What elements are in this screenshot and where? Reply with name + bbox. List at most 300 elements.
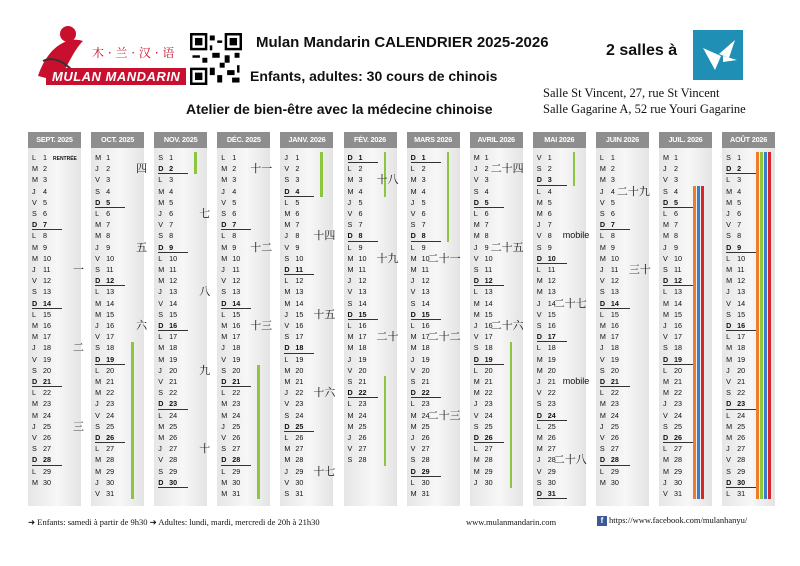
day-row: S 20 [599,365,619,375]
mobile-label: mobile [562,230,590,241]
day-row: J 23 [95,399,115,409]
day-row: D 28 [600,454,630,465]
day-row: M 3 [32,175,47,185]
day-row: J 18 [221,343,241,353]
day-row: D 1 [411,152,441,163]
day-row: J 20 [726,365,746,375]
day-row: J 29 [284,466,304,476]
day-row: D 21 [32,376,62,387]
course-number: 二十三 [427,408,461,422]
day-row: D 29 [411,466,441,477]
month-column [344,132,397,506]
day-row: L 13 [473,287,493,297]
day-row: M 19 [536,354,556,364]
day-row: M 24 [221,410,241,420]
day-row: L 11 [536,265,556,274]
day-row: S 20 [221,365,241,375]
day-row: J 4 [599,186,615,196]
day-row: V 6 [410,209,426,218]
day-row: M 8 [473,231,489,241]
day-row: M 6 [284,209,300,218]
day-row: M 17 [410,332,430,342]
month-header: JUIL. 2026 [659,132,712,148]
day-row: J 9 [473,242,489,252]
day-row: J 4 [221,186,237,196]
day-row: L 22 [32,388,51,398]
day-row: D 19 [95,354,125,365]
day-row: S 11 [473,265,493,274]
course-number: 十八 [376,173,399,187]
month-header: JANV. 2026 [280,132,333,148]
day-row: V 21 [158,377,178,386]
day-row: M 10 [221,253,241,263]
day-row: S 25 [663,421,682,431]
day-row: V 5 [221,197,237,207]
day-row: V 13 [410,287,430,297]
day-row: S 11 [95,265,114,274]
day-row: M 25 [410,421,430,431]
day-row: M 16 [32,321,51,330]
day-row: D 2 [726,163,756,174]
day-row: J 19 [347,354,367,364]
day-row: S 8 [158,231,174,241]
vacation-bar [768,152,771,499]
facebook-icon: f [597,516,607,526]
vacation-bar [756,152,759,499]
day-row: S 18 [95,343,115,353]
day-row: S 28 [410,455,430,465]
day-row: J 25 [599,421,619,431]
month-header: DÉC. 2025 [217,132,270,148]
day-row: S 7 [410,220,426,230]
day-row: M 3 [221,175,237,185]
day-row: V 8 [536,231,552,241]
day-row: M 12 [726,276,746,286]
day-row: J 27 [726,444,746,454]
course-number: 十三 [250,319,273,332]
day-row: L 6 [473,209,489,218]
day-row: S 21 [347,377,367,386]
day-row: M 21 [663,377,682,386]
day-row: D 11 [284,264,314,275]
day-row: M 4 [410,186,426,196]
day-row: D 16 [726,320,756,331]
day-row: L 5 [284,197,300,207]
day-row: M 18 [347,343,367,353]
day-row: V 24 [663,410,682,420]
day-row: M 31 [221,489,241,498]
day-row: M 12 [158,276,178,286]
day-row: M 3 [599,175,615,185]
day-row: D 8 [348,230,378,241]
day-row: M 30 [599,477,619,487]
day-row: S 7 [347,220,363,230]
day-row: V 10 [95,253,115,263]
day-row: D 21 [600,376,630,387]
day-row: L 13 [95,287,115,297]
day-row: V 14 [726,298,746,308]
day-row: S 22 [726,388,746,398]
day-row: J 5 [410,197,426,207]
day-row: J 15 [284,309,304,319]
day-row: M 14 [663,298,682,308]
day-row: M 22 [95,388,115,398]
course-number: 二十二 [427,330,461,344]
day-row: D 5 [95,197,125,208]
day-row: L 1 RENTRÉE [32,153,77,162]
day-row: D 7 [32,219,62,230]
day-row: M 24 [347,410,367,420]
day-row: M 21 [95,377,115,386]
course-number: 六 [136,319,148,332]
day-row: J 21 [536,377,556,386]
vacation-bar [510,342,513,488]
day-row: V 17 [95,332,115,342]
day-row: D 7 [221,219,251,230]
day-row: M 2 [32,164,47,174]
day-row: V 23 [284,399,304,409]
day-row: V 16 [284,321,304,330]
day-row: L 15 [221,309,241,319]
website-link[interactable]: www.mulanmandarin.com [466,517,557,527]
month-header: FÉV. 2026 [344,132,397,148]
day-row: M 15 [473,309,493,319]
day-row: S 15 [158,309,178,319]
day-row: J 30 [663,477,682,487]
day-row: M 28 [473,455,493,465]
vacation-bar [764,152,767,499]
course-number: 九 [199,363,211,377]
day-row: L 3 [726,175,742,185]
day-row: S 29 [726,466,746,476]
day-row: M 22 [473,388,493,398]
day-row: M 14 [284,298,304,308]
calendar-grid [28,132,782,508]
course-number: 二十一 [427,251,461,265]
month-header: OCT. 2025 [91,132,144,148]
day-row: M 18 [726,343,746,353]
facebook-link[interactable] [597,515,747,526]
day-row: D 26 [474,432,504,443]
day-row: V 12 [599,276,619,286]
day-row: J 16 [473,321,493,330]
day-row: S 24 [284,410,304,420]
course-number: 一 [73,263,84,276]
day-row: D 16 [158,320,188,331]
day-row: M 17 [221,332,241,342]
day-row: V 19 [32,354,51,364]
course-number: 十一 [250,162,273,176]
day-row: L 6 [663,209,678,218]
vacation-bar [697,186,700,500]
day-row: M 8 [95,231,111,241]
course-number: 二十九 [616,184,650,198]
day-row: M 9 [32,242,47,252]
day-row: V 27 [410,444,430,454]
day-row: M 25 [158,421,178,431]
day-row: M 22 [663,388,682,398]
day-row: D 14 [32,298,62,309]
course-number: 二十五 [490,240,524,254]
day-row: L 1 [599,153,615,162]
day-row: M 24 [599,410,619,420]
day-row: V 26 [599,433,619,442]
day-row: D 30 [726,477,756,488]
day-row: L 25 [536,421,556,431]
day-row: S 3 [284,175,300,185]
rentree-label: RENTRÉE [53,156,77,162]
day-row: M 1 [473,153,489,162]
day-row: S 25 [95,421,115,431]
day-row: M 1 [95,153,111,162]
course-number: 五 [136,240,148,254]
day-row: M 30 [221,477,241,487]
day-row: L 27 [663,444,682,454]
day-row: L 20 [663,365,682,375]
day-row: L 27 [95,444,115,454]
vacation-bar [320,152,323,197]
day-row: J 23 [473,399,493,409]
day-row: V 1 [536,153,552,162]
day-row: L 26 [284,433,304,442]
day-row: D 5 [663,197,693,208]
day-row: M 17 [599,332,619,342]
day-row: L 1 [221,153,237,162]
day-row: M 11 [158,265,177,274]
day-row: D 9 [726,242,756,253]
day-row: S 4 [473,186,489,196]
page-subtitle: Enfants, adultes: 30 cours de chinois [250,68,498,84]
day-row: L 20 [95,365,115,375]
day-row: J 6 [158,209,174,218]
day-row: L 19 [284,354,304,364]
day-row: V 17 [473,332,493,342]
day-row: D 8 [411,230,441,241]
address-gagarine: Salle Gagarine A, 52 rue Youri Gagarine [543,102,746,116]
day-row: M 1 [663,153,678,162]
day-row: S 1 [726,153,742,162]
day-row: J 12 [410,276,430,286]
day-row: M 23 [32,399,51,409]
day-row: V 20 [347,365,367,375]
vacation-bar [257,365,260,499]
day-row: L 10 [158,253,178,263]
day-row: L 8 [599,231,615,241]
day-row: S 9 [536,242,552,252]
day-row: M 11 [410,265,430,274]
day-row: J 13 [158,287,178,297]
day-row: V 26 [32,433,51,442]
course-number: 二十 [376,330,399,344]
day-row: M 27 [284,444,304,454]
day-row: V 14 [158,298,178,308]
day-row: M 9 [221,242,237,252]
day-row: J 2 [663,164,678,174]
bird-logo-icon [693,30,743,80]
day-row: M 13 [536,287,556,297]
day-row: L 16 [410,321,430,330]
course-number: 二十八 [553,453,587,467]
day-row: D 3 [537,174,567,185]
day-row: S 1 [158,153,174,162]
day-row: D 24 [537,410,567,421]
day-row: D 12 [663,275,693,286]
course-number: 三十 [628,263,651,276]
day-row: M 3 [347,175,363,185]
day-row: M 28 [95,455,115,465]
day-row: L 9 [410,242,426,252]
day-row: L 20 [473,365,493,375]
day-row: V 6 [347,209,363,218]
day-row: V 21 [726,377,746,386]
atelier-heading: Atelier de bien-être avec la médecine chinoise [186,101,493,117]
day-row: D 28 [221,454,251,465]
day-row: V 7 [726,220,742,230]
day-row: L 12 [284,276,304,286]
day-row: M 8 [663,231,678,241]
day-row: S 13 [599,287,619,297]
day-row: J 23 [663,399,682,409]
day-row: J 16 [95,321,115,330]
course-number: 二十六 [490,319,524,332]
day-row: M 19 [726,354,746,364]
day-row: L 2 [410,164,426,174]
day-row: M 13 [284,287,304,297]
day-row: V 7 [158,220,174,230]
vacation-bar [447,152,450,242]
day-row: D 21 [221,376,251,387]
day-row: J 14 [536,298,556,308]
day-row: L 4 [536,186,552,196]
day-row: M 15 [95,309,115,319]
day-row: J 19 [410,354,430,364]
day-row: J 4 [32,186,47,196]
day-row: S 22 [158,388,178,398]
month-column [533,132,586,506]
day-row: D 14 [600,298,630,309]
day-row: M 26 [158,433,178,442]
qr-code-icon[interactable] [190,33,242,85]
day-row: L 29 [32,466,51,476]
day-row: M 23 [221,399,241,409]
day-row: L 15 [599,309,619,319]
course-number: 十四 [313,229,336,243]
day-row: M 11 [347,265,366,274]
day-row: J 28 [536,455,556,465]
day-row: S 10 [284,253,304,263]
day-row: V 3 [663,175,678,185]
day-row: V 30 [284,477,304,487]
day-row: V 24 [473,410,493,420]
day-row: M 26 [536,433,556,442]
day-row: S 8 [726,231,742,241]
day-row: V 19 [221,354,241,364]
day-row: M 20 [284,365,304,375]
day-row: M 4 [726,186,742,196]
day-row: L 27 [473,444,493,454]
day-row: D 2 [158,163,188,174]
logo-cn-text: 木 · 兰 · 汉 · 语 [92,46,175,60]
day-row: M 14 [95,298,115,308]
day-row: V 10 [473,253,493,263]
day-row: M 2 [599,164,615,174]
course-number: 三 [73,419,84,433]
day-row: L 30 [410,477,430,487]
course-number: 十 [199,442,211,456]
day-row: M 10 [599,253,619,263]
day-row: L 8 [221,231,237,241]
day-row: M 15 [663,309,682,319]
day-row: J 27 [158,444,178,454]
facebook-url: https://www.facebook.com/mulanhanyu/ [609,515,748,525]
day-row: D 25 [284,421,314,432]
day-row: J 12 [347,276,367,286]
day-row: L 9 [347,242,363,252]
day-row: M 3 [410,175,426,185]
day-row: J 25 [32,421,51,431]
day-row: M 21 [473,377,493,386]
day-row: M 5 [726,197,742,207]
course-number: 二十七 [553,296,587,310]
day-row: M 26 [726,433,746,442]
day-row: M 25 [347,421,367,431]
day-row: S 18 [473,343,493,353]
day-row: J 11 [32,265,51,274]
day-row: M 29 [663,466,682,476]
month-header: MAI 2026 [533,132,586,148]
course-number: 八 [199,285,211,299]
course-number: 二十四 [490,162,524,176]
day-row: D 23 [158,398,188,409]
day-row: S 27 [599,444,619,454]
vacation-bar [573,152,576,186]
vacation-bar [131,342,134,499]
day-row: V 3 [95,175,111,185]
vacation-bar [693,186,696,500]
day-row: S 4 [663,186,678,196]
day-row: L 17 [726,332,746,342]
day-row: D 7 [600,219,630,230]
day-row: M 16 [599,321,619,330]
day-row: M 24 [410,410,430,420]
month-column [659,132,712,506]
day-row: S 15 [726,309,746,319]
day-row: S 14 [347,298,367,308]
day-row: J 18 [32,343,51,353]
day-row: D 26 [663,432,693,443]
day-row: J 25 [221,421,241,431]
day-row: J 5 [347,197,363,207]
day-row: V 26 [221,433,241,442]
day-row: M 12 [536,276,556,286]
day-row: L 3 [158,175,174,185]
day-row: L 22 [221,388,241,398]
day-row: J 20 [158,365,178,375]
day-row: D 15 [411,309,441,320]
course-number: 七 [199,207,211,220]
day-row: M 11 [726,265,745,274]
day-row: V 13 [347,287,367,297]
day-row: M 7 [284,220,300,230]
day-row: D 22 [411,387,441,398]
day-row: S 6 [599,209,615,218]
day-row: J 11 [599,265,619,274]
day-row: M 6 [536,209,552,218]
day-row: M 18 [158,343,178,353]
day-row: D 26 [95,432,125,443]
page-title: Mulan Mandarin CALENDRIER 2025-2026 [256,34,549,51]
day-row: S 30 [536,477,556,487]
